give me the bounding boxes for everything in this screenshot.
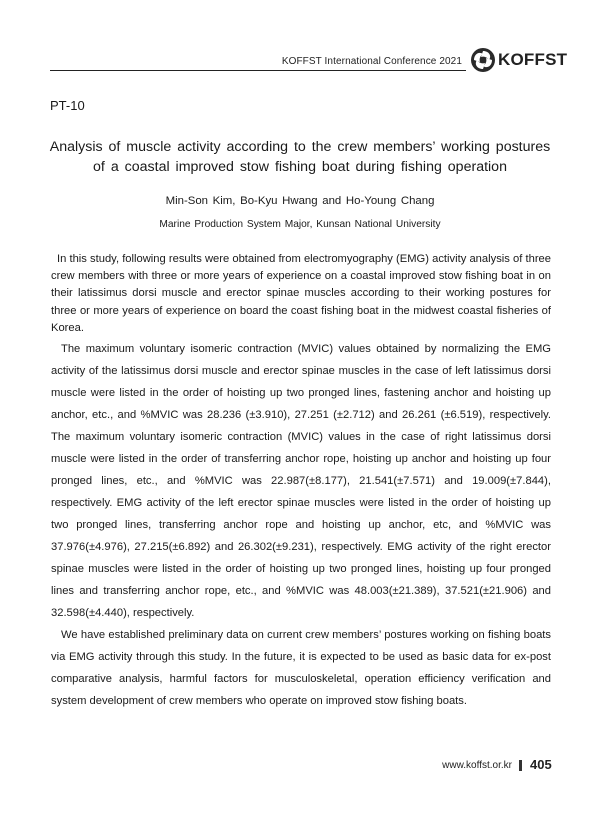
abstract-body xyxy=(51,251,551,712)
footer-url: www.koffst.or.kr xyxy=(442,760,512,771)
title-line-1: Analysis of muscle activity according to the crew members’ working postures xyxy=(49,139,551,155)
koffst-logo xyxy=(470,47,567,73)
header-rule xyxy=(50,70,466,71)
paragraph-3: We have established preliminary data on current crew members’ postures working on fishing boats via EMG activity through this study. In the future, it is expected to be used as basic data for ex-post comparative analysis, harmful factors for musculoskeletal, operation efficiency verification and system development of crew members who operate on improved stow fishing boats. xyxy=(51,629,551,708)
logo-text: KOFFST xyxy=(498,50,568,69)
conference-header: KOFFST International Conference 2021 xyxy=(281,56,462,67)
koffst-swirl-logo-icon xyxy=(470,47,496,73)
affiliation: Marine Production System Major, Kunsan National University xyxy=(159,219,441,230)
paper-code: PT-10 xyxy=(50,98,85,113)
paragraph-2: The maximum voluntary isomeric contraction (MVIC) values obtained by normalizing the EMG activity of the latissimus dorsi muscle and erector spinae muscles in the case of left latissimus dorsi muscle were listed in the order of hoisting up two pronged lines, fastening anchor and hoisting up anchor, etc., and %MVIC was 28.236 (±3.910), 27.251 (±2.712) and 26.261 (±6.519), respectively. The maximum voluntary isomeric contraction (MVIC) values in the case of right latissimus dorsi muscle were listed in the order of transferring anchor rope, hoisting up anchor and hoisting up four pronged lines, etc., and %MVIC was 22.987(±8.177), 21.541(±7.571) and 19.009(±7.844), respectively. EMG activity of the left erector spinae muscles were listed in the order of hoisting up two pronged lines, transferring anchor rope and hoisting up anchor, etc, and %MVIC was 37.976(±4.976), 27.215(±6.892) and 26.302(±9.231), respectively. EMG activity of the right erector spinae muscles were listed in the order of hoisting up two pronged lines, hoisting up four pronged lines and transferring anchor rope, etc., and %MVIC was 48.003(±21.389), 37.521(±21.906) and 32.598(±4.440), respectively. xyxy=(51,343,551,620)
page-number: 405 xyxy=(530,757,552,772)
footer-divider xyxy=(519,760,522,771)
title-line-2: of a coastal improved stow fishing boat during fishing operation xyxy=(93,159,507,175)
authors: Min-Son Kim, Bo-Kyu Hwang and Ho-Young Chang xyxy=(165,195,435,207)
paragraph-1: In this study, following results were obtained from electromyography (EMG) activity analysis of three crew members with three or more years of experience on a coastal improved stow fishing boat in on their latissimus dorsi muscle and erector spinae muscles according to their working postures for three or more years of experience on board the coast fishing boat in the midwest coastal fisheries of Korea. xyxy=(51,253,551,334)
paper-title xyxy=(40,137,560,177)
